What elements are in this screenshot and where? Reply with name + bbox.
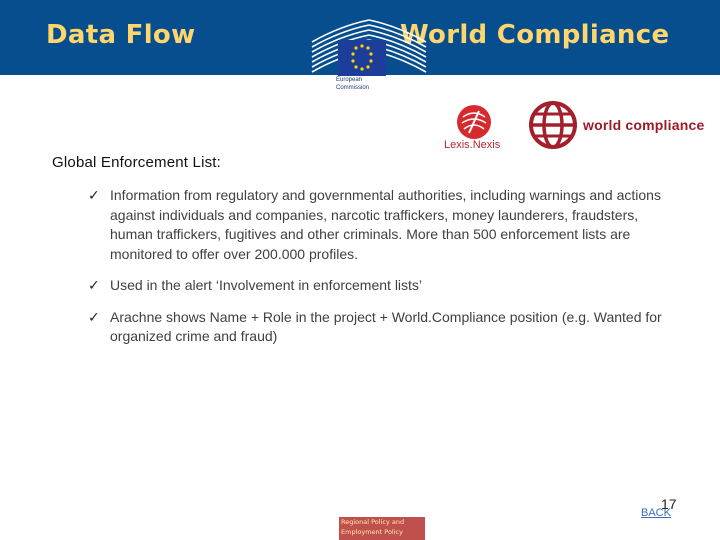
slide-subtitle: World Compliance: [400, 20, 670, 50]
bullet-text: Arachne shows Name + Role in the project + World.Compliance position (e.g. Wanted for organized crime and fraud): [110, 308, 662, 344]
bullet-item: [88, 308, 678, 347]
bullet-list: [88, 186, 678, 359]
ec-logo-label: European Commission: [336, 77, 370, 91]
world-compliance-wordmark: world compliance: [583, 117, 705, 133]
lexisnexis-logo: [455, 103, 493, 141]
checkmark-icon: ✓: [88, 277, 100, 293]
section-title: Global Enforcement List:: [52, 154, 222, 171]
page-number: 17: [661, 496, 677, 512]
slide-title: Data Flow: [46, 20, 196, 50]
checkmark-icon: ✓: [88, 187, 100, 203]
lexisnexis-label: Lexis.Nexis: [444, 139, 501, 151]
bullet-text: Used in the alert ‘Involvement in enforcement lists’: [110, 277, 423, 293]
back-link[interactable]: BACK: [641, 507, 671, 519]
checkmark-icon: ✓: [88, 308, 100, 325]
bullet-text: Information from regulatory and governmental authorities, including warnings and actions against individuals and companies, narcotic traffickers, money launderers, fraudsters, human traffickers, fugitives and other criminals. More than 500 enforcement lists are monitored to offer over 200.000 profiles.: [110, 187, 661, 262]
world-compliance-globe-logo: [528, 100, 578, 150]
bullet-item: [88, 186, 678, 264]
bullet-item: [88, 276, 678, 296]
dg-footer-label: Regional Policy and Employment Policy: [339, 517, 425, 540]
